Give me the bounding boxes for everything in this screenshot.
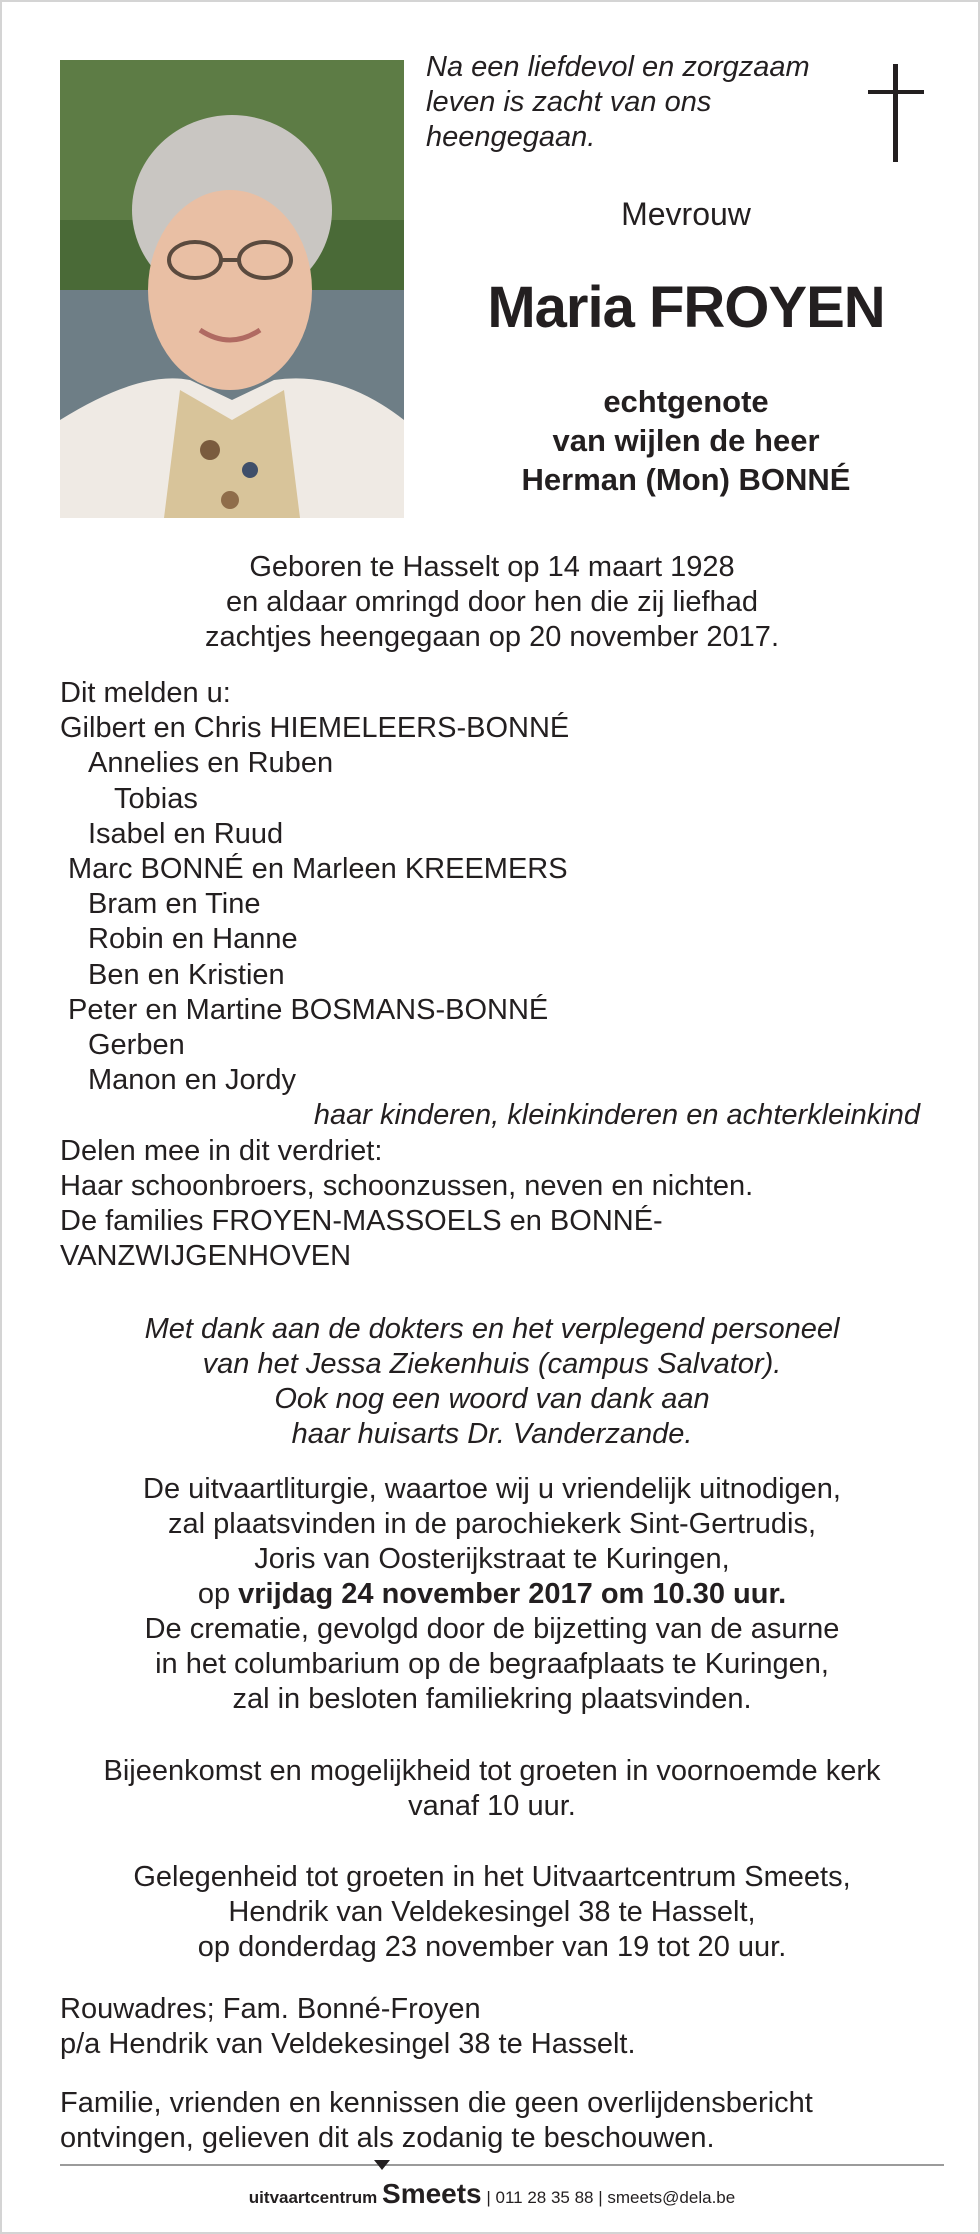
brand-name: Smeets <box>382 2178 482 2209</box>
closing-note <box>60 2086 950 2156</box>
family-member: Marc BONNÉ en Marleen KREEMERS <box>68 853 568 886</box>
born-line: Geboren te Hasselt op 14 maart 1928 <box>249 551 735 583</box>
thanks-message <box>2 1312 980 1452</box>
liturgy-line: in het columbarium op de begraafplaats te Kuringen, <box>155 1648 829 1680</box>
spouse-line: echtgenote <box>603 384 769 419</box>
family-intro: Dit melden u: <box>60 677 231 709</box>
quote-line: leven is zacht van ons <box>426 86 712 118</box>
greeting-line: op donderdag 23 november van 19 tot 20 uur. <box>197 1931 787 1963</box>
thanks-line: haar huisarts Dr. Vanderzande. <box>291 1418 693 1450</box>
triangle-marker-icon <box>374 2160 390 2170</box>
born-line: en aldaar omringd door hen die zij liefhad <box>225 586 758 618</box>
greeting-line: Gelegenheid tot groeten in het Uitvaartcentrum Smeets, <box>133 1861 851 1893</box>
quote-line: heengegaan. <box>426 121 596 153</box>
greeting-line: Hendrik van Veldekesingel 38 te Hasselt, <box>228 1896 756 1928</box>
address-line: Rouwadres; Fam. Bonné-Froyen <box>60 1993 481 2025</box>
liturgy-line: zal plaatsvinden in de parochiekerk Sint-Gertrudis, <box>168 1508 816 1540</box>
thanks-line: van het Jessa Ziekenhuis (campus Salvator). <box>202 1348 782 1380</box>
family-member: Peter en Martine BOSMANS-BONNÉ <box>68 993 549 1026</box>
gathering-line: vanaf 10 uur. <box>408 1790 576 1822</box>
liturgy-line: De uitvaartliturgie, waartoe wij u vriendelijk uitnodigen, <box>143 1473 841 1505</box>
greeting-info <box>2 1860 980 1965</box>
contact-info: | 011 28 35 88 | smeets@dela.be <box>486 2188 736 2207</box>
family-member: Isabel en Ruud <box>88 817 284 850</box>
closing-line: Familie, vrienden en kennissen die geen overlijdensbericht <box>60 2087 813 2119</box>
gathering-line: Bijeenkomst en mogelijkheid tot groeten in voornoemde kerk <box>103 1755 881 1787</box>
title-prefix: Mevrouw <box>621 196 751 232</box>
spouse-info <box>426 382 946 499</box>
quote-line: Na een liefdevol en zorgzaam <box>426 51 810 83</box>
family-member: Annelies en Ruben <box>88 747 334 780</box>
liturgy-line: Joris van Oosterijkstraat te Kuringen, <box>254 1543 730 1575</box>
address-line: p/a Hendrik van Veldekesingel 38 te Hasselt. <box>60 2028 636 2060</box>
thanks-line: Ook nog een woord van dank aan <box>274 1383 710 1415</box>
family-member: Ben en Kristien <box>88 958 285 991</box>
spouse-line: van wijlen de heer <box>552 423 820 458</box>
liturgy-date <box>2 1577 980 1612</box>
funeral-liturgy <box>2 1472 980 1717</box>
cross-icon <box>868 64 924 162</box>
share-intro: Delen mee in dit verdriet: <box>60 1134 383 1167</box>
deceased-name: Maria FROYEN <box>487 275 885 340</box>
family-member: Bram en Tine <box>88 888 261 921</box>
liturgy-date-prefix: op <box>197 1578 239 1610</box>
liturgy-line: De crematie, gevolgd door de bijzetting van de asurne <box>144 1613 840 1645</box>
family-member: Manon en Jordy <box>88 1064 296 1097</box>
family-member: Tobias <box>114 782 198 815</box>
footer-divider <box>60 2164 944 2166</box>
liturgy-line: zal in besloten familiekring plaatsvinden. <box>232 1683 752 1715</box>
opening-quote <box>426 50 836 155</box>
family-member: Gerben <box>88 1029 185 1062</box>
mourning-address <box>60 1992 950 2062</box>
share-line: VANZWIJGENHOVEN <box>60 1240 352 1273</box>
family-signature: haar kinderen, kleinkinderen en achterkleinkind <box>313 1099 920 1132</box>
funeral-home-footer <box>2 2178 980 2210</box>
family-announcement <box>60 676 950 1274</box>
liturgy-date-bold: vrijdag 24 november 2017 om 10.30 uur. <box>238 1578 787 1610</box>
born-line: zachtjes heengegaan op 20 november 2017. <box>205 621 779 653</box>
thanks-line: Met dank aan de dokters en het verplegend personeel <box>144 1313 840 1345</box>
birth-death-info <box>2 550 980 655</box>
brand-logo <box>382 2178 482 2209</box>
share-line: De families FROYEN-MASSOELS en BONNÉ- <box>60 1205 663 1238</box>
share-line: Haar schoonbroers, schoonzussen, neven en nichten. <box>60 1169 754 1202</box>
spouse-line: Herman (Mon) BONNÉ <box>521 462 851 497</box>
brand-small-text: uitvaartcentrum <box>248 2188 378 2207</box>
family-member: Gilbert en Chris HIEMELEERS-BONNÉ <box>60 712 570 745</box>
portrait-photo <box>60 60 404 518</box>
family-member: Robin en Hanne <box>88 923 298 956</box>
gathering-info <box>2 1754 980 1824</box>
closing-line: ontvingen, gelieven dit als zodanig te beschouwen. <box>60 2122 715 2154</box>
